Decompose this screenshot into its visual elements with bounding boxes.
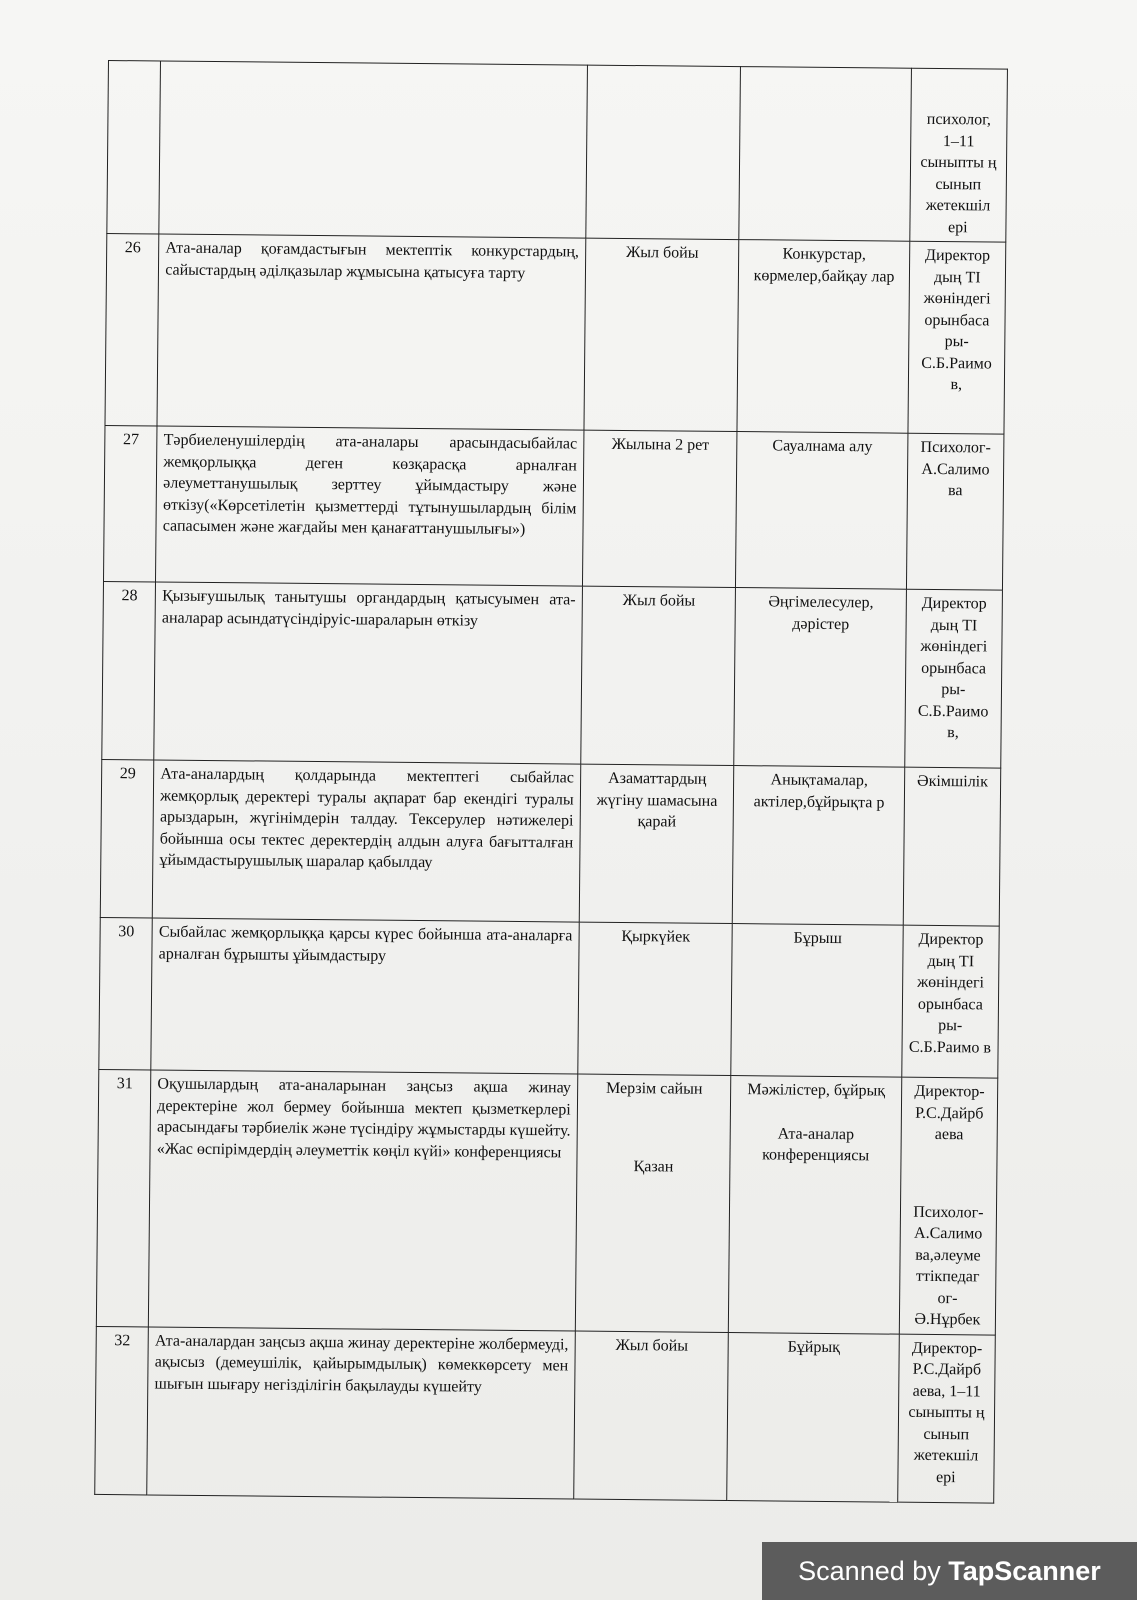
row-number: 27	[103, 425, 157, 581]
activity-cell	[159, 61, 587, 238]
responsible-cell: психолог, 1–11 сыныпты ң сынып жетекшіл ері	[910, 68, 1008, 242]
deadline-secondary: Қазан	[633, 1157, 674, 1175]
responsible-cell: Директор дың ТІ жөніндегі орынбаса ры- С.Б.Раимо в,	[905, 589, 1003, 768]
row-number: 31	[96, 1069, 151, 1326]
spacer	[907, 1145, 991, 1202]
responsible-cell: Директор дың ТІ жөніндегі орынбаса ры- С.Б.Раимо в,	[908, 241, 1006, 434]
scanner-watermark	[762, 1542, 1137, 1600]
activity-cell: Сыбайлас жемқорлыққа қарсы күрес бойынша ата-аналарға арналған бұрышты ұйымдастыру	[151, 918, 579, 1074]
responsible-cell: Директор- Р.С.Дайрб аева, 1–11 сыныпты ң сынып жетекшіл ері	[898, 1334, 996, 1503]
completion-form-cell: Конкурстар, көрмелер,байқау лар	[737, 240, 909, 434]
row-number: 30	[99, 917, 153, 1069]
row-number	[107, 61, 161, 234]
completion-form-cell: Бұрыш	[731, 924, 903, 1078]
responsible-cell: Психолог- А.Салимо ва	[906, 433, 1004, 590]
activity-cell: Ата-аналардың қолдарында мектептегі сыбайлас жемқорлық деректері туралы ақпарат бар екендігі туралы арыздарын, жүгінімдерін талдау. Тексерулер нәтижелері бойынша осы тектес деректердің алдын алуға бағытталған ұйымдастырушылық шаралар қабылдау	[153, 760, 581, 922]
deadline-cell	[586, 65, 741, 239]
deadline-cell: Жыл бойы	[584, 238, 739, 431]
activity-cell: Ата-аналар қоғамдастығын мектептік конкурстардың, сайыстардың әділқазылар жұмысына қатысуға тарту	[157, 234, 585, 430]
row-number: 26	[105, 233, 159, 425]
table-row	[102, 581, 1003, 768]
completion-form-cell: Анықтамалар, актілер,бұйрықта р	[733, 766, 905, 926]
deadline-primary: Мерзім сайын	[605, 1079, 703, 1098]
table-row	[107, 61, 1008, 243]
row-number: 29	[100, 759, 154, 917]
deadline-cell: Жылына 2 рет	[582, 430, 737, 587]
spacer	[583, 1099, 724, 1156]
activity-cell: Оқушылардың ата-аналарынан заңсыз ақша жинау деректеріне жол бермеу бойынша мектеп қызметкерлері арасындағы тәрбиелік және түсіндіру жұмыстарды күшейту. «Жас өспірімдердің әлеуметтік көңіл күйі» конференциясы	[149, 1070, 578, 1331]
row-number: 28	[102, 581, 156, 759]
activity-cell: Тәрбиеленушілердің ата-аналары арасындасыбайлас жемқорлыққа деген көзқарасқа арналған әлеуметтанушылық зерттеу ұйымдастыру және өткізу(«Көрсетілетін қызметтерді тұтынушылардың білім сапасымен және жағдайы мен қанағаттанушылығы»)	[156, 426, 584, 586]
table-row	[95, 1326, 996, 1503]
activity-cell: Қызығушылық танытушы органдардың қатысуымен ата-аналарар асындатүсіндіруіс-шараларын өткізу	[154, 582, 582, 764]
responsible-cell	[899, 1077, 998, 1334]
watermark-prefix: Scanned by	[798, 1556, 949, 1586]
page-edge-line	[0, 0, 73, 11]
form-primary: Мәжілістер, бұйрық	[747, 1081, 886, 1100]
completion-form-cell	[729, 1076, 902, 1334]
table-row	[105, 233, 1006, 434]
table-row	[103, 425, 1003, 590]
activity-plan-table	[94, 60, 1008, 1503]
deadline-cell	[575, 1074, 731, 1332]
form-secondary: Ата-аналар конференциясы	[762, 1124, 870, 1165]
table-row	[100, 759, 1000, 926]
spacer	[737, 1101, 895, 1125]
responsible-primary: Директор- Р.С.Дайрб аева	[914, 1082, 985, 1144]
completion-form-cell: Сауалнама алу	[736, 432, 908, 590]
watermark-brand: TapScanner	[948, 1556, 1101, 1586]
completion-form-cell	[739, 67, 911, 242]
deadline-cell: Азаматтардың жүгіну шамасына қарай	[579, 764, 734, 923]
activity-cell: Ата-аналардан заңсыз ақша жинау деректеріне жолбермеуді, ақысыз (демеушілік, қайырымдылық) көмеккөрсету мен шығын шығару негізділігін бақылауды күшейту	[147, 1326, 575, 1498]
deadline-cell: Жыл бойы	[581, 586, 736, 765]
table-row	[99, 917, 999, 1078]
responsible-cell: Директор дың ТІ жөніндегі орынбаса ры- С.Б.Раимо в	[902, 925, 1000, 1078]
deadline-cell: Қыркүйек	[578, 922, 733, 1075]
completion-form-cell: Бұйрық	[727, 1332, 899, 1502]
responsible-cell: Әкімшілік	[903, 767, 1001, 926]
row-number: 32	[95, 1326, 149, 1494]
responsible-secondary: Психолог- А.Салимо ва,әлеуме ттікпедаг ог- Ә.Нұрбек	[913, 1203, 984, 1329]
table-row	[96, 1069, 997, 1334]
deadline-cell: Жыл бойы	[573, 1331, 728, 1500]
completion-form-cell: Әңгімелесулер, дәрістер	[734, 588, 906, 768]
